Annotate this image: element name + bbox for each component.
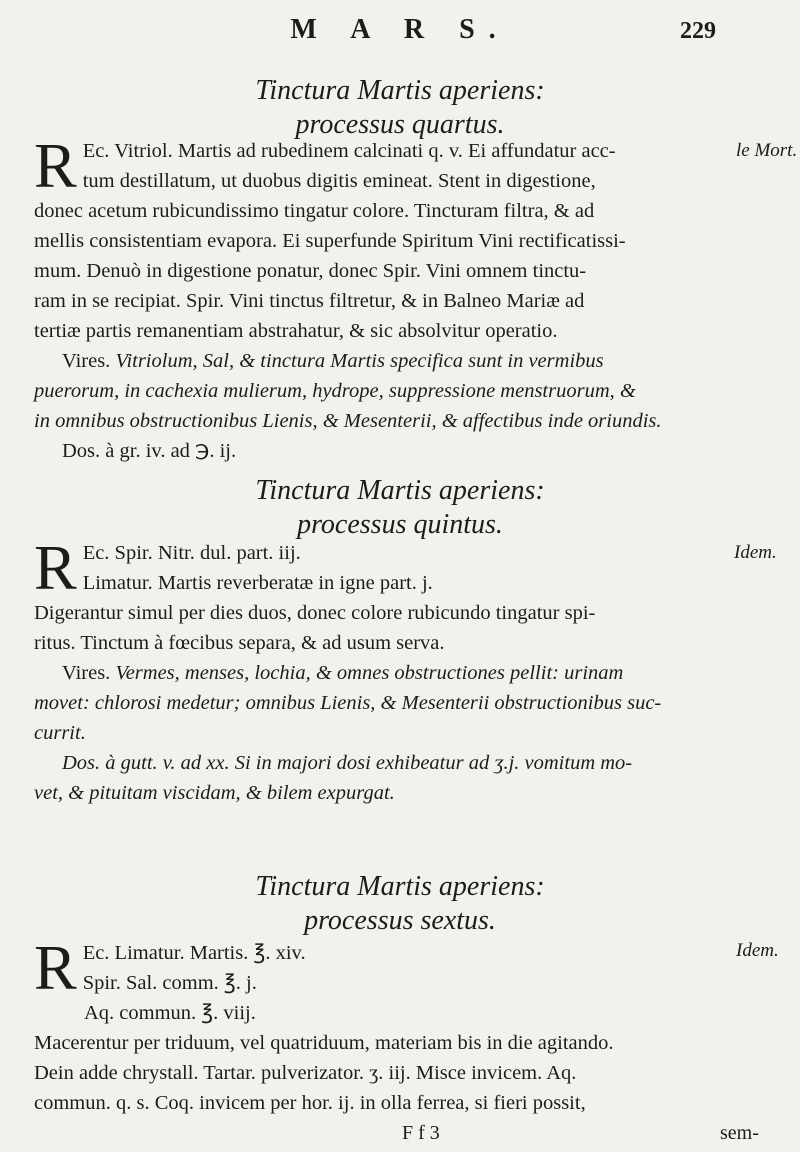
title-line: Tinctura Martis aperiens: <box>255 75 545 106</box>
drop-cap: R <box>34 532 77 603</box>
text-line: mellis consistentiam evapora. Ei superfunde Spiritum Vini rectificatissi- <box>34 230 626 252</box>
running-head: M A R S. <box>290 14 510 45</box>
recipe-line: Aq. commun. ℥. viij. <box>84 1002 256 1024</box>
title-line: processus quintus. <box>297 509 503 540</box>
recipe-line: Ec. Limatur. Martis. ℥. xiv. <box>82 942 306 964</box>
text-line: Digerantur simul per dies duos, donec colore rubicundo tingatur spi- <box>34 602 596 624</box>
vires-line <box>34 658 770 688</box>
page-number: 229 <box>680 18 716 44</box>
vires-text: currit. <box>34 722 86 744</box>
text-line: ram in se recipiat. Spir. Vini tinctus filtretur, & in Balneo Mariæ ad <box>34 290 585 312</box>
section-title-sextus <box>0 870 800 938</box>
recipe-line: Limatur. Martis reverberatæ in igne part. j. <box>82 572 433 594</box>
section-title-quintus <box>0 474 800 542</box>
margin-note: le Mort. <box>736 140 798 161</box>
vires-text: Vermes, menses, lochia, & omnes obstructiones pellit: urinam <box>115 662 624 684</box>
vires-text: puerorum, in cachexia mulierum, hydrope, suppressione menstruorum, & <box>34 380 636 402</box>
section-body <box>34 532 770 808</box>
vires-text: in omnibus obstructionibus Lienis, & Mesenterii, & affectibus inde oriundis. <box>34 410 662 432</box>
text-line: tertiæ partis remanentiam abstrahatur, & sic absolvitur operatio. <box>34 320 558 342</box>
title-line: Tinctura Martis aperiens: <box>255 475 545 506</box>
text-line: tum destillatum, ut duobus digitis emineat. Stent in digestione, <box>82 170 596 192</box>
drop-cap: R <box>34 130 77 201</box>
text-line: donec acetum rubicundissimo tingatur colore. Tincturam filtra, & ad <box>34 200 595 222</box>
drop-cap: R <box>34 932 77 1003</box>
text-line: ritus. Tinctum à fœcibus separa, & ad usum serva. <box>34 632 445 654</box>
title-line: processus sextus. <box>304 905 496 936</box>
section-body <box>34 130 770 466</box>
recipe-line: Ec. Spir. Nitr. dul. part. iij. <box>82 542 301 564</box>
catchword: sem- <box>720 1122 759 1144</box>
vires-label: Vires. <box>62 350 111 372</box>
dosis-line: vet, & pituitam viscidam, & bilem expurgat. <box>34 782 395 804</box>
section-body <box>34 932 770 1118</box>
recipe-line: Spir. Sal. comm. ℥. j. <box>82 972 257 994</box>
text-line: Dein adde chrystall. Tartar. pulverizator. ʒ. iij. Misce invicem. Aq. <box>34 1062 577 1084</box>
vires-text: Vitriolum, Sal, & tinctura Martis specifica sunt in vermibus <box>115 350 604 372</box>
vires-line <box>34 346 770 376</box>
text-line: Ec. Vitriol. Martis ad rubedinem calcinati q. v. Ei affundatur acc- <box>82 140 616 162</box>
text-line: commun. q. s. Coq. invicem per hor. ij. in olla ferrea, si fieri possit, <box>34 1092 586 1114</box>
vires-text: movet: chlorosi medetur; omnibus Lienis, & Mesenterii obstructionibus suc- <box>34 692 662 714</box>
title-line: Tinctura Martis aperiens: <box>255 871 545 902</box>
margin-note: Idem. <box>736 940 779 961</box>
signature-mark: F f 3 <box>402 1122 440 1144</box>
vires-label: Vires. <box>62 662 111 684</box>
dosis-line: Dos. à gutt. v. ad xx. Si in majori dosi exhibeatur ad ʒ.j. vomitum mo- <box>62 752 633 774</box>
title-line: processus quartus. <box>295 109 505 140</box>
dosis-line: Dos. à gr. iv. ad ℈. ij. <box>62 440 237 462</box>
section-title-quartus <box>0 74 800 142</box>
text-line: Macerentur per triduum, vel quatriduum, materiam bis in die agitando. <box>34 1032 614 1054</box>
margin-note: Idem. <box>734 542 777 563</box>
text-line: mum. Denuò in digestione ponatur, donec Spir. Vini omnem tinctu- <box>34 260 587 282</box>
